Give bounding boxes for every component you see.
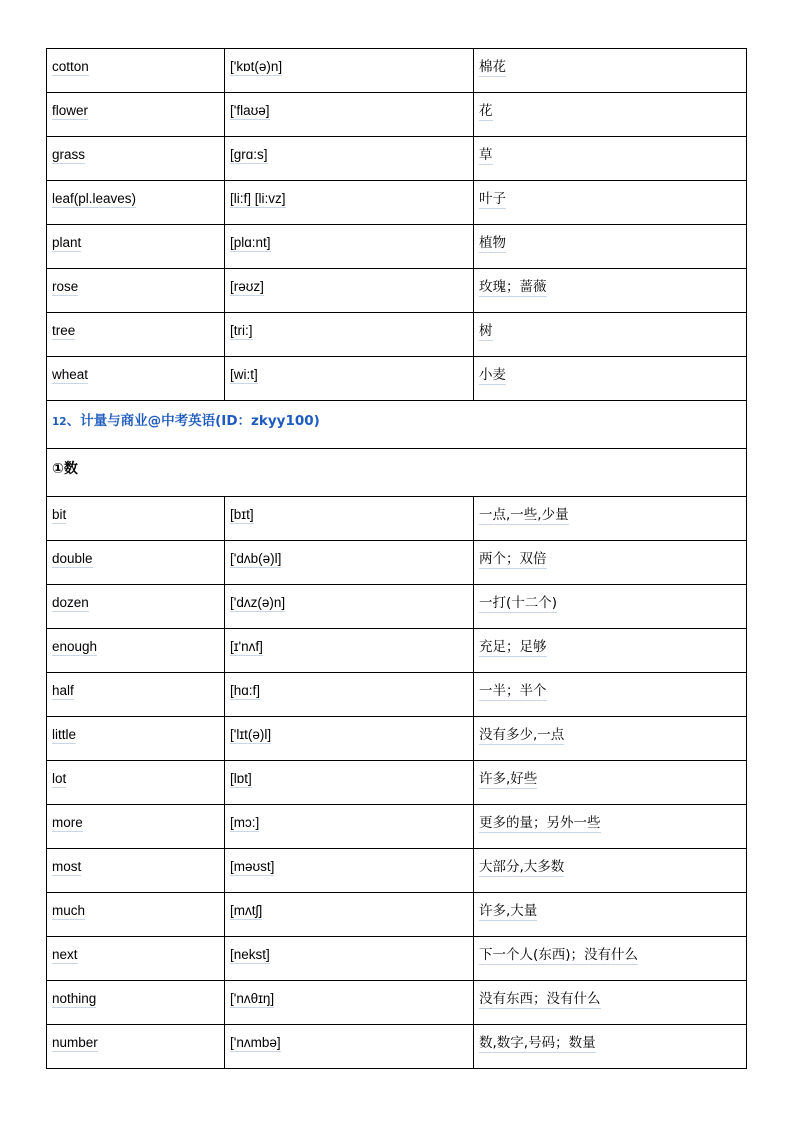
ipa-text: ['nʌθɪŋ] [230, 991, 275, 1006]
cell-ipa [225, 137, 474, 181]
meaning-text: 一点,一些,少量 [479, 507, 569, 523]
table-row [47, 181, 747, 225]
word-text: enough [52, 639, 98, 654]
cell-meaning [474, 981, 747, 1025]
meaning-text: 玫瑰；蔷薇 [479, 279, 547, 295]
vocabulary-table [46, 48, 747, 1069]
cell-meaning [474, 357, 747, 401]
word-text: cotton [52, 59, 89, 74]
cell-word [47, 849, 225, 893]
meaning-text: 一打(十二个) [479, 595, 558, 611]
table-row [47, 937, 747, 981]
cell-meaning [474, 497, 747, 541]
cell-meaning [474, 893, 747, 937]
ipa-text: [bɪt] [230, 507, 254, 522]
cell-ipa [225, 1025, 474, 1069]
word-text: bit [52, 507, 67, 522]
cell-word [47, 93, 225, 137]
ipa-text: ['dʌb(ə)l] [230, 551, 282, 566]
table-row [47, 497, 747, 541]
word-text: much [52, 903, 86, 918]
cell-word [47, 717, 225, 761]
cell-ipa [225, 49, 474, 93]
cell-word [47, 893, 225, 937]
table-row [47, 805, 747, 849]
meaning-text: 下一个人(东西)；没有什么 [479, 947, 639, 963]
ipa-text: [rəʊz] [230, 279, 264, 294]
ipa-text: ['lɪt(ə)l] [230, 727, 272, 742]
cell-ipa [225, 313, 474, 357]
word-text: most [52, 859, 82, 874]
table-row [47, 1025, 747, 1069]
subsection-heading-row [47, 449, 747, 497]
ipa-text: [ɪ'nʌf] [230, 639, 263, 654]
cell-word [47, 49, 225, 93]
cell-meaning [474, 137, 747, 181]
ipa-text: [plɑ:nt] [230, 235, 271, 250]
cell-meaning [474, 849, 747, 893]
word-text: nothing [52, 991, 97, 1006]
cell-subsection-heading [47, 449, 747, 497]
cell-meaning [474, 761, 747, 805]
cell-word [47, 269, 225, 313]
meaning-text: 小麦 [479, 367, 506, 383]
cell-word [47, 357, 225, 401]
table-row [47, 225, 747, 269]
cell-meaning [474, 313, 747, 357]
table-row [47, 673, 747, 717]
cell-meaning [474, 49, 747, 93]
cell-meaning [474, 585, 747, 629]
section-label: 、计量与商业@中考英语(ID：zkyy100) [66, 413, 320, 429]
meaning-text: 大部分,大多数 [479, 859, 565, 875]
word-text: grass [52, 147, 86, 162]
cell-ipa [225, 717, 474, 761]
meaning-text: 数,数字,号码；数量 [479, 1035, 596, 1051]
cell-ipa [225, 981, 474, 1025]
table-row [47, 93, 747, 137]
word-text: lot [52, 771, 67, 786]
cell-word [47, 1025, 225, 1069]
table-row [47, 761, 747, 805]
cell-ipa [225, 585, 474, 629]
meaning-text: 更多的量；另外一些 [479, 815, 601, 831]
ipa-text: ['flaʊə] [230, 103, 270, 118]
meaning-text: 花 [479, 103, 493, 119]
meaning-text: 棉花 [479, 59, 506, 75]
ipa-text: [tri:] [230, 323, 253, 338]
table-row [47, 269, 747, 313]
cell-section-heading [47, 401, 747, 449]
cell-meaning [474, 937, 747, 981]
cell-meaning [474, 541, 747, 585]
ipa-text: [mʌtʃ] [230, 903, 263, 918]
cell-word [47, 541, 225, 585]
word-text: little [52, 727, 77, 742]
cell-ipa [225, 805, 474, 849]
table-row [47, 585, 747, 629]
meaning-text: 草 [479, 147, 493, 163]
ipa-text: [lɒt] [230, 771, 252, 786]
meaning-text: 许多,好些 [479, 771, 538, 787]
cell-meaning [474, 181, 747, 225]
cell-meaning [474, 629, 747, 673]
cell-ipa [225, 629, 474, 673]
cell-ipa [225, 269, 474, 313]
cell-meaning [474, 805, 747, 849]
cell-ipa [225, 761, 474, 805]
cell-meaning [474, 1025, 747, 1069]
ipa-text: [li:f] [li:vz] [230, 191, 286, 206]
word-text: more [52, 815, 83, 830]
section-number: 12 [52, 416, 67, 428]
ipa-text: [grɑ:s] [230, 147, 268, 162]
cell-ipa [225, 541, 474, 585]
table-row [47, 629, 747, 673]
word-text: dozen [52, 595, 89, 610]
cell-word [47, 313, 225, 357]
ipa-text: [hɑ:f] [230, 683, 261, 698]
table-row [47, 49, 747, 93]
ipa-text: ['nʌmbə] [230, 1035, 281, 1050]
table-row [47, 137, 747, 181]
cell-ipa [225, 357, 474, 401]
section-heading-row [47, 401, 747, 449]
cell-word [47, 137, 225, 181]
meaning-text: 两个；双倍 [479, 551, 547, 567]
word-text: tree [52, 323, 76, 338]
cell-ipa [225, 937, 474, 981]
meaning-text: 植物 [479, 235, 506, 251]
meaning-text: 充足；足够 [479, 639, 547, 655]
cell-meaning [474, 717, 747, 761]
cell-word [47, 585, 225, 629]
word-text: next [52, 947, 78, 962]
table-row [47, 313, 747, 357]
word-text: flower [52, 103, 89, 118]
meaning-text: 树 [479, 323, 493, 339]
cell-ipa [225, 93, 474, 137]
subsection-label: ①数 [52, 461, 78, 477]
cell-meaning [474, 673, 747, 717]
ipa-text: ['dʌz(ə)n] [230, 595, 286, 610]
table-row [47, 717, 747, 761]
cell-word [47, 937, 225, 981]
cell-ipa [225, 497, 474, 541]
meaning-text: 一半；半个 [479, 683, 547, 699]
table-row [47, 357, 747, 401]
cell-ipa [225, 849, 474, 893]
word-text: wheat [52, 367, 89, 382]
table-row [47, 849, 747, 893]
ipa-text: [nekst] [230, 947, 270, 962]
vocabulary-table-body [47, 49, 747, 1069]
ipa-text: [məʊst] [230, 859, 275, 874]
ipa-text: [wi:t] [230, 367, 258, 382]
cell-meaning [474, 269, 747, 313]
cell-ipa [225, 893, 474, 937]
cell-word [47, 181, 225, 225]
word-text: half [52, 683, 74, 698]
word-text: plant [52, 235, 82, 250]
cell-word [47, 497, 225, 541]
table-row [47, 893, 747, 937]
meaning-text: 没有多少,一点 [479, 727, 565, 743]
meaning-text: 没有东西；没有什么 [479, 991, 601, 1007]
word-text: number [52, 1035, 98, 1050]
word-text: leaf(pl.leaves) [52, 191, 137, 206]
cell-ipa [225, 673, 474, 717]
ipa-text: [mɔ:] [230, 815, 260, 830]
cell-word [47, 673, 225, 717]
ipa-text: ['kɒt(ə)n] [230, 59, 283, 74]
meaning-text: 叶子 [479, 191, 506, 207]
cell-meaning [474, 225, 747, 269]
meaning-text: 许多,大量 [479, 903, 538, 919]
table-row [47, 981, 747, 1025]
cell-word [47, 805, 225, 849]
cell-ipa [225, 181, 474, 225]
cell-meaning [474, 93, 747, 137]
word-text: rose [52, 279, 79, 294]
cell-word [47, 761, 225, 805]
cell-word [47, 225, 225, 269]
word-text: double [52, 551, 93, 566]
cell-word [47, 981, 225, 1025]
table-row [47, 541, 747, 585]
cell-ipa [225, 225, 474, 269]
cell-word [47, 629, 225, 673]
